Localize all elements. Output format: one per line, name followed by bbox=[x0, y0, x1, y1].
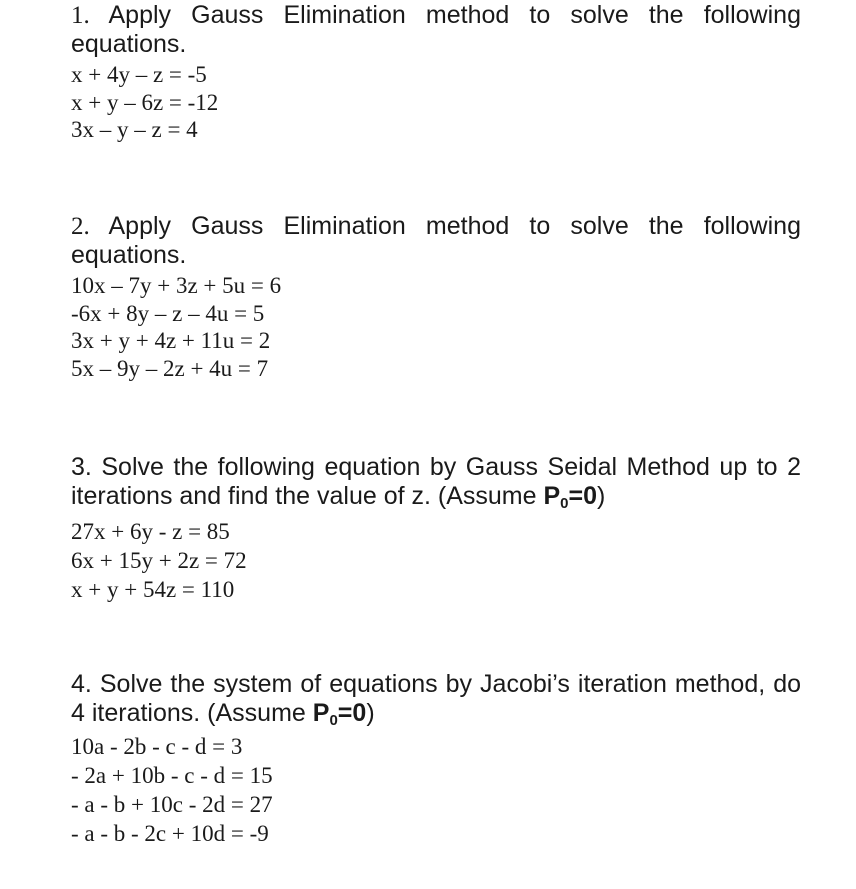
problem-3-text: Solve the following equation by Gauss Seidal Method up to 2 iterations and find the value of z. (Assume bbox=[71, 453, 801, 510]
problem-3-equation-1: 27x + 6y - z = 85 bbox=[71, 519, 230, 544]
problem-1-number: 1. bbox=[71, 2, 90, 29]
problem-4-equation-4: - a - b - 2c + 10d = -9 bbox=[71, 821, 269, 846]
problem-3-equations bbox=[71, 517, 801, 604]
problem-3-assume-var: P bbox=[543, 482, 561, 510]
problem-4-assume-sub: 0 bbox=[329, 712, 338, 729]
problem-4-equations bbox=[71, 732, 801, 848]
problem-3-number: 3. bbox=[71, 453, 92, 481]
problem-1 bbox=[71, 1, 801, 144]
problem-4-equation-1: 10a - 2b - c - d = 3 bbox=[71, 734, 243, 759]
problem-3-closing: ) bbox=[597, 482, 606, 510]
problem-2-equations bbox=[71, 272, 801, 382]
problem-2-text: Apply Gauss Elimination method to solve the following equations. bbox=[71, 212, 801, 269]
problem-2-equation-4: 5x – 9y – 2z + 4u = 7 bbox=[71, 355, 269, 381]
problem-3-equation-2: 6x + 15y + 2z = 72 bbox=[71, 548, 247, 573]
problem-4-equation-3: - a - b + 10c - 2d = 27 bbox=[71, 792, 273, 817]
problem-4-closing: ) bbox=[366, 699, 375, 727]
problem-2-number: 2. bbox=[71, 213, 90, 240]
problem-1-equations bbox=[71, 61, 801, 144]
problem-2-equation-3: 3x + y + 4z + 11u = 2 bbox=[71, 328, 271, 353]
problem-1-statement bbox=[71, 1, 801, 59]
problem-4-number: 4. bbox=[71, 670, 92, 698]
problem-4-statement bbox=[71, 670, 801, 728]
problem-4-text: Solve the system of equations by Jacobi’s iteration method, do 4 iterations. (Assume bbox=[71, 670, 801, 727]
problem-4-assume-var: P bbox=[312, 699, 330, 727]
problem-4-assume-rest: =0 bbox=[337, 699, 367, 727]
problem-1-equation-2: x + y – 6z = -12 bbox=[71, 89, 219, 115]
problem-2-equation-2: -6x + 8y – z – 4u = 5 bbox=[71, 300, 265, 326]
problem-2-statement bbox=[71, 212, 801, 270]
problem-2-equation-1: 10x – 7y + 3z + 5u = 6 bbox=[71, 273, 282, 298]
problem-1-text: Apply Gauss Elimination method to solve the following equations. bbox=[71, 1, 801, 58]
problem-1-equation-1: x + 4y – z = -5 bbox=[71, 62, 207, 87]
problem-3-equation-3: x + y + 54z = 110 bbox=[71, 577, 235, 602]
problem-3 bbox=[71, 453, 801, 604]
problem-3-assume-rest: =0 bbox=[568, 482, 598, 510]
problem-1-equation-3: 3x – y – z = 4 bbox=[71, 117, 198, 142]
problem-4-equation-2: - 2a + 10b - c - d = 15 bbox=[71, 763, 273, 788]
problem-3-statement bbox=[71, 453, 801, 511]
problem-3-assume-sub: 0 bbox=[560, 495, 569, 512]
problem-2 bbox=[71, 212, 801, 382]
problem-4 bbox=[71, 670, 801, 848]
